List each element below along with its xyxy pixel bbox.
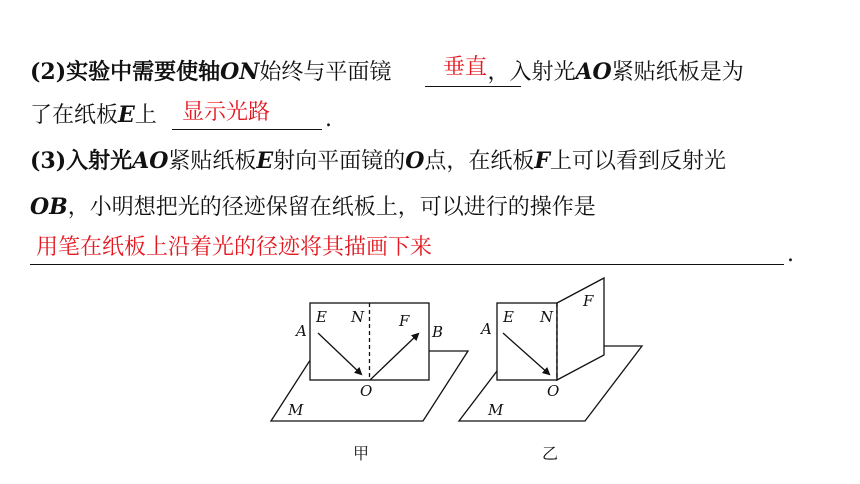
q2-line1-suffix: ，入射光 <box>487 60 576 85</box>
label-e-yi: E <box>503 308 514 326</box>
label-f-jia: F <box>399 312 410 330</box>
label-a-jia: A <box>296 322 307 340</box>
label-b-jia: B <box>432 323 444 341</box>
q3-line1-prefix: (3)入射光 <box>30 148 133 174</box>
q2-line1-mid: 始终与平面镜 <box>259 60 392 85</box>
q2-line1-end: 紧贴纸板是为 <box>611 60 744 85</box>
q3-line1-end: 上可以看到反射光 <box>550 149 727 174</box>
label-f-yi: F <box>583 292 594 310</box>
q3-board-f: F <box>534 148 550 174</box>
label-n-yi: N <box>540 308 554 326</box>
label-n-jia: N <box>351 308 365 326</box>
q2-answer1: 垂直 <box>443 55 488 80</box>
q2-ray-ao: AO <box>575 59 612 85</box>
label-o-jia: O <box>360 382 373 400</box>
q2-period: . <box>325 107 332 132</box>
label-m-yi: M <box>488 401 504 419</box>
q3-ray-ob: OB <box>30 194 68 220</box>
q3-period: . <box>787 242 794 267</box>
q3-line1-mid2: 射向平面镜的 <box>273 149 406 174</box>
q3-point-o: O <box>405 148 425 174</box>
q3-line2-text: ，小明想把光的径迹保留在纸板上，可以进行的操作是 <box>67 195 596 220</box>
label-o-yi: O <box>547 382 560 400</box>
caption-yi: 乙 <box>542 444 559 463</box>
label-m-jia: M <box>288 401 304 419</box>
q3-board-e: E <box>256 148 274 174</box>
label-e-jia: E <box>316 308 327 326</box>
q3-line1-mid: 紧贴纸板 <box>168 149 257 174</box>
q3-ray-ao: AO <box>132 148 169 174</box>
q2-line1-prefix: (2)实验中需要使轴 <box>30 59 221 85</box>
q2-answer2: 显示光路 <box>182 100 271 125</box>
q2-line2-mid: 上 <box>134 103 157 128</box>
label-a-yi: A <box>481 320 492 338</box>
q2-axis-on: ON <box>220 59 260 85</box>
q3-answer3: 用笔在纸板上沿着光的径迹将其描画下来 <box>36 235 433 260</box>
q3-line1-mid3: 点，在纸板 <box>424 149 535 174</box>
q2-line2-prefix: 了在纸板 <box>30 103 119 128</box>
q2-board-e: E <box>118 102 135 128</box>
caption-jia: 甲 <box>353 444 370 463</box>
